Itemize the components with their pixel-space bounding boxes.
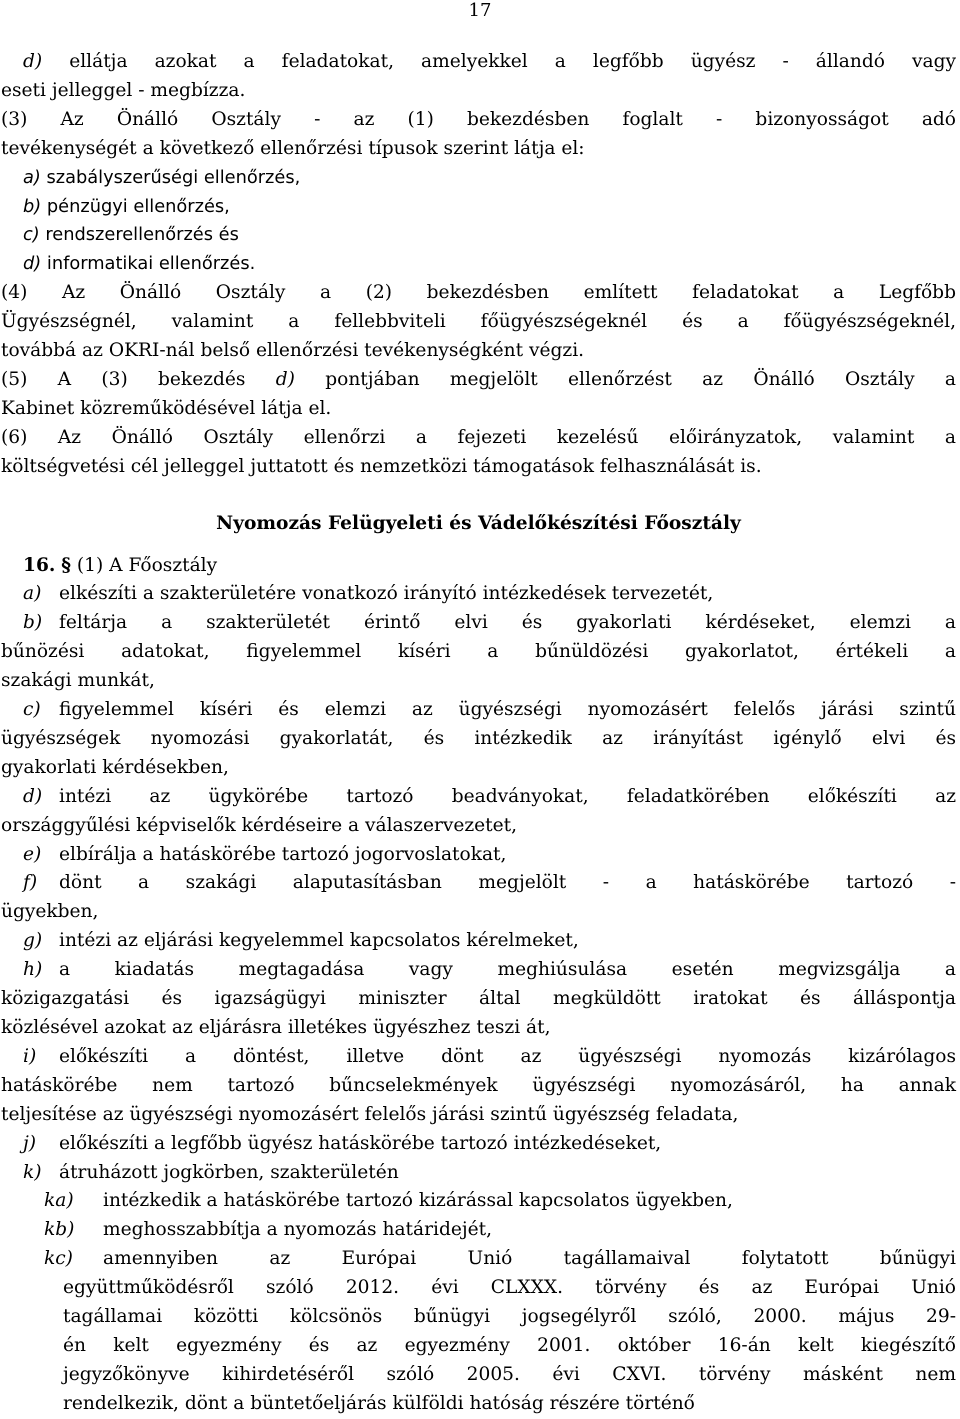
point-reference: d) [275, 368, 295, 390]
list-item-a [1, 164, 956, 193]
items-item [1, 1159, 956, 1188]
items-item-continuation: bűnözési adatokat, figyelemmel kíséri a bűnüldözési gyakorlatot, értékeli a [1, 641, 956, 663]
section-text: (1) A Főosztály [71, 554, 218, 576]
list-key: k) [23, 1161, 42, 1183]
items-item [1, 696, 956, 725]
items-item [1, 580, 956, 609]
list-key: ka) [44, 1190, 74, 1212]
list-text: pénzügyi ellenőrzés, [41, 195, 230, 217]
list-key: b) [23, 195, 42, 217]
paragraph-text: (5) A (3) bekezdés [1, 368, 276, 390]
items-item-continuation: hatáskörébe nem tartozó bűncselekmények ügyészségi nyomozásáról, ha annak [1, 1074, 956, 1096]
list-text: intézi az eljárási kegyelemmel kapcsolatos kérelmeket, [59, 930, 579, 952]
list-text: figyelemmel kíséri és elemzi az ügyészségi nyomozásért felelős járási szintű [59, 699, 956, 721]
items-item-continuation: ügyekben, [1, 901, 99, 923]
items-item [1, 956, 956, 985]
document-body [1, 48, 956, 1419]
list-text: informatikai ellenőrzés. [41, 253, 256, 275]
list-text: dönt a szakági alaputasításban megjelölt - a hatáskörébe tartozó - [59, 872, 956, 894]
paragraph-5-line1 [1, 366, 956, 395]
items-item-continuation: gyakorlati kérdésekben, [1, 756, 229, 778]
items-item [1, 1043, 956, 1072]
subitems-item [1, 1245, 956, 1274]
list-item-b [1, 193, 956, 222]
section-16-intro [1, 552, 956, 581]
list-text: intézkedik a hatáskörébe tartozó kizárással kapcsolatos ügyekben, [103, 1190, 733, 1212]
items-item [1, 1130, 956, 1159]
list-text: előkészíti a döntést, illetve dönt az ügyészségi nyomozás kizárólagos [59, 1045, 956, 1067]
items-item-continuation: szakági munkát, [1, 670, 155, 692]
subitems-item [1, 1187, 956, 1216]
paragraph-text: pontjában megjelölt ellenőrzést az Önálló Osztály a [294, 368, 956, 390]
paragraph-6-line1: (6) Az Önálló Osztály ellenőrzi a fejezeti kezelésű előirányzatok, valamint a [1, 426, 956, 448]
items-item-continuation: közigazgatási és igazságügyi miniszter által megküldött iratokat és álláspontja [1, 988, 956, 1010]
list-key: e) [23, 843, 42, 865]
list-key: kb) [44, 1219, 75, 1241]
list-key: j) [23, 1132, 37, 1154]
list-key: i) [23, 1045, 37, 1067]
list-text: rendszerellenőrzés és [39, 224, 239, 246]
paragraph-d-line1 [1, 48, 956, 77]
subitems-item-continuation: együttműködésről szóló 2012. évi CLXXX. törvény és az Európai Unió [63, 1277, 956, 1299]
paragraph-text: ellátja azokat a feladatokat, amelyekkel a legfőbb ügyész - állandó vagy [42, 51, 956, 72]
paragraph-4-line1: (4) Az Önálló Osztály a (2) bekezdésben említett feladatokat a Legfőbb [1, 282, 956, 304]
provision-list [1, 580, 956, 1187]
list-text: intézi az ügykörébe tartozó beadványokat, feladatkörében előkészíti az [59, 785, 956, 807]
list-text: szabályszerűségi ellenőrzés, [40, 166, 301, 188]
paragraph-6-line2: költségvetési cél jelleggel juttatott és nemzetközi támogatások felhasználását is. [1, 455, 762, 477]
list-text: átruházott jogkörben, szakterületén [59, 1161, 399, 1183]
paragraph-4-line2: Ügyészségnél, valamint a fellebbviteli főügyészségeknél és a főügyészségeknél, [1, 311, 956, 333]
list-key: a) [23, 166, 41, 188]
list-key: g) [23, 930, 43, 952]
paragraph-3-line1: (3) Az Önálló Osztály - az (1) bekezdésben foglalt - bizonyosságot adó [1, 108, 956, 130]
list-key: kc) [44, 1248, 73, 1270]
list-item-d [1, 250, 956, 279]
subitems-item-continuation: én kelt egyezmény és az egyezmény 2001. október 16-án kelt kiegészítő [63, 1334, 956, 1356]
subitems-item-continuation: jegyzőkönyve kihirdetéséről szóló 2005. évi CXVI. törvény másként nem [63, 1363, 956, 1385]
list-text: előkészíti a legfőbb ügyész hatáskörébe tartozó intézkedéseket, [59, 1132, 662, 1154]
paragraph-5-line2: Kabinet közreműködésével látja el. [1, 397, 332, 419]
items-item [1, 841, 956, 870]
section-heading: Nyomozás Felügyeleti és Vádelőkészítési Főosztály [216, 512, 741, 534]
items-item [1, 927, 956, 956]
list-text: a kiadatás megtagadása vagy meghiúsulása esetén megvizsgálja a [59, 959, 956, 981]
provision-sublist [1, 1187, 956, 1418]
subitems-item-continuation: tagállamai közötti kölcsönös bűnügyi jogsegélyről szóló, 2000. május 29- [63, 1306, 956, 1328]
items-item-continuation: ügyészségek nyomozási gyakorlatát, és intézkedik az irányítást igénylő elvi és [1, 727, 956, 749]
list-text: meghosszabbítja a nyomozás határidejét, [103, 1219, 492, 1241]
section-sign: § [61, 554, 72, 576]
list-key: c) [23, 699, 41, 721]
items-item-continuation: országgyűlési képviselők kérdéseire a válaszervezetet, [1, 814, 518, 836]
list-key: h) [23, 959, 43, 981]
list-key: a) [23, 583, 42, 605]
list-text: amennyiben az Európai Unió tagállamaival folytatott bűnügyi [103, 1248, 956, 1270]
list-key: c) [23, 224, 40, 246]
subitems-item [1, 1216, 956, 1245]
paragraph-d-line2: eseti jelleggel - megbízza. [1, 79, 246, 101]
subitems-item-continuation: rendelkezik, dönt a büntetőeljárás külföldi hatóság részére történő [63, 1392, 695, 1414]
section-number: 16. [23, 554, 56, 576]
items-item [1, 609, 956, 638]
list-key: d) [23, 785, 43, 807]
list-key: b) [23, 612, 43, 634]
list-text: feltárja a szakterületét érintő elvi és gyakorlati kérdéseket, elemzi a [59, 612, 956, 634]
page-number: 17 [468, 0, 492, 21]
items-item-continuation: teljesítése az ügyészségi nyomozásért felelős járási szintű ügyészség feladata, [1, 1103, 739, 1125]
items-item [1, 869, 956, 898]
list-key: f) [23, 872, 38, 894]
list-text: elkészíti a szakterületére vonatkozó irányító intézkedések tervezetét, [59, 583, 714, 605]
list-text: elbírálja a hatáskörébe tartozó jogorvoslatokat, [59, 843, 507, 865]
list-item-c [1, 221, 956, 250]
list-key: d) [23, 253, 42, 275]
paragraph-4-line3: továbbá az OKRI-nál belső ellenőrzési tevékenységként végzi. [1, 340, 585, 362]
items-item [1, 783, 956, 812]
items-item-continuation: közlésével azokat az eljárásra illetékes ügyészhez teszi át, [1, 1017, 551, 1038]
paragraph-3-line2: tevékenységét a következő ellenőrzési típusok szerint látja el: [1, 137, 585, 159]
list-key: d) [23, 51, 43, 72]
